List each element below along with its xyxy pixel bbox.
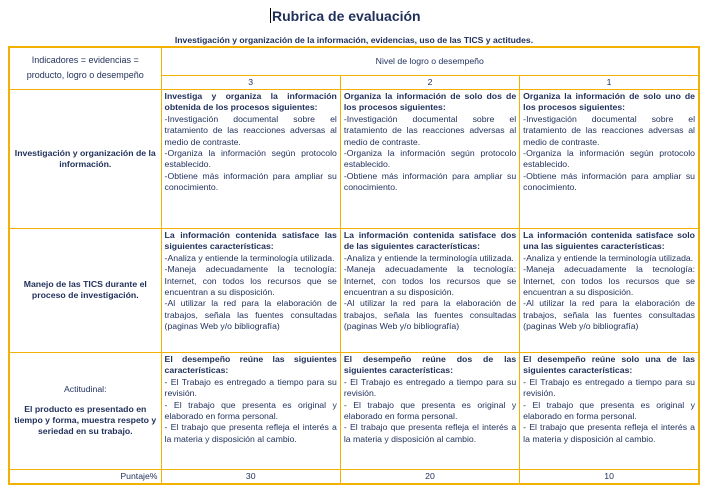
cell-investigacion-1 bbox=[520, 89, 699, 228]
cell-tics-3 bbox=[161, 228, 340, 352]
document-title bbox=[270, 8, 421, 24]
rubric-table bbox=[8, 46, 700, 485]
cell-tics-1 bbox=[520, 228, 699, 352]
cell-item: -Analiza y entiende la terminología utilizada. bbox=[523, 252, 694, 263]
cell-item: - El trabajo que presenta es original y elaborado en forma personal. bbox=[523, 399, 695, 421]
score-level-3: 30 bbox=[161, 469, 340, 484]
level-2-header: 2 bbox=[340, 75, 519, 89]
cell-lead: El desempeño reúne las siguientes características: bbox=[164, 353, 337, 376]
cell-item: -Obtiene más información para ampliar su conocimiento. bbox=[164, 170, 337, 193]
cell-item: -Maneja adecuadamente la tecnología: Internet, con todos los recursos que se encuentran a su disposición. bbox=[164, 264, 337, 297]
indicator-actitudinal bbox=[9, 352, 161, 469]
score-level-1: 10 bbox=[520, 469, 699, 484]
cell-investigacion-2 bbox=[340, 89, 519, 228]
rubric-row-investigacion bbox=[9, 89, 699, 228]
cell-item: - El trabajo que presenta refleja el interés a la materia y disposición al cambio. bbox=[343, 422, 517, 444]
cell-item: - El Trabajo es entregado a tiempo para su revisión. bbox=[523, 376, 695, 399]
cell-item: -Organiza la información según protocolo establecido. bbox=[164, 147, 337, 170]
cell-item: -Al utilizar la red para la elaboración de trabajos, señala las fuentes consultadas (paginas Web y/o bibliografía) bbox=[523, 298, 695, 332]
indicator-investigacion: Investigación y organización de la información. bbox=[9, 89, 161, 228]
indicator-header: Indicadores = evidencias = producto, logro o desempeño bbox=[9, 47, 161, 89]
indicator-actitudinal-text: El producto es presentado en tiempo y forma, muestra respeto y seriedad en su trabajo. bbox=[14, 403, 157, 437]
cell-tics-2 bbox=[340, 228, 519, 352]
cell-investigacion-3 bbox=[161, 89, 340, 228]
cell-item: -Maneja adecuadamente la tecnología: Internet, con todos los recursos que se encuentran a su disposición. bbox=[343, 264, 517, 297]
cell-item: -Maneja adecuadamente la tecnología: Internet, con todos los recursos que se encuentran a su disposición. bbox=[523, 264, 695, 297]
cell-lead: La información contenida satisface las siguientes características: bbox=[164, 229, 337, 252]
score-row bbox=[9, 469, 699, 484]
cell-actitudinal-3 bbox=[161, 352, 340, 469]
cell-item: -Investigación documental sobre el tratamiento de las reacciones adversas al medio de contraste. bbox=[343, 113, 517, 147]
cell-lead: Organiza la información de solo uno de los procesos siguientes: bbox=[523, 90, 695, 113]
cell-lead: La información contenida satisface dos de las siguientes características: bbox=[343, 229, 517, 252]
level-1-header: 1 bbox=[520, 75, 699, 89]
document-title-text: Rubrica de evaluación bbox=[272, 8, 421, 24]
cell-item: -Al utilizar la red para la elaboración de trabajos, señala las fuentes consultadas (paginas Web y/o bibliografía) bbox=[164, 298, 337, 332]
cell-lead: Investiga y organiza la información obtenida de los procesos siguientes: bbox=[164, 90, 337, 113]
cell-lead: La información contenida satisface solo una las siguientes características: bbox=[523, 229, 695, 252]
cell-actitudinal-2 bbox=[340, 352, 519, 469]
cell-item: - El trabajo que presenta es original y elaborado en forma personal. bbox=[164, 399, 337, 421]
cell-item: -Obtiene más información para ampliar su conocimiento. bbox=[523, 170, 695, 193]
cell-lead: El desempeño reúne solo una de las siguientes características: bbox=[523, 353, 695, 376]
cell-item: - El trabajo que presenta es original y elaborado en forma personal. bbox=[343, 399, 517, 421]
document-subtitle: Investigación y organización de la información, evidencias, uso de las TICS y actitudes. bbox=[174, 35, 534, 45]
rubric-row-actitudinal bbox=[9, 352, 699, 469]
level-3-header: 3 bbox=[161, 75, 340, 89]
cell-item: - El trabajo que presenta refleja el interés a la materia y disposición al cambio. bbox=[164, 422, 337, 444]
cell-item: -Al utilizar la red para la elaboración de trabajos, señala las fuentes consultadas (paginas Web y/o bibliografía) bbox=[343, 298, 517, 332]
cell-item: - El Trabajo es entregado a tiempo para su revisión. bbox=[343, 376, 517, 399]
cell-item: - El trabajo que presenta refleja el interés a la materia y disposición al cambio. bbox=[523, 422, 695, 444]
cell-item: -Organiza la información según protocolo establecido. bbox=[343, 147, 517, 170]
level-header: Nivel de logro o desempeño bbox=[161, 47, 699, 75]
rubric-row-tics bbox=[9, 228, 699, 352]
cell-lead: Organiza la información de solo dos de los procesos siguientes: bbox=[343, 90, 517, 113]
text-cursor bbox=[270, 8, 271, 23]
cell-item: -Analiza y entiende la terminología utilizada. bbox=[164, 252, 335, 263]
cell-item: - El Trabajo es entregado a tiempo para su revisión. bbox=[164, 376, 337, 399]
cell-item: -Obtiene más información para ampliar su conocimiento. bbox=[343, 170, 517, 193]
header-row bbox=[9, 47, 699, 75]
score-label: Puntaje% bbox=[9, 469, 161, 484]
indicator-tics: Manejo de las TICS durante el proceso de investigación. bbox=[9, 228, 161, 352]
score-level-2: 20 bbox=[340, 469, 519, 484]
cell-item: -Investigación documental sobre el tratamiento de las reacciones adversas al medio de contraste. bbox=[164, 113, 337, 147]
cell-actitudinal-1 bbox=[520, 352, 699, 469]
cell-item: -Analiza y entiende la terminología utilizada. bbox=[343, 252, 514, 263]
indicator-actitudinal-label: Actitudinal: bbox=[64, 384, 107, 395]
cell-item: -Organiza la información según protocolo establecido. bbox=[523, 147, 695, 170]
cell-lead: El desempeño reúne dos de las siguientes características: bbox=[343, 353, 517, 376]
cell-item: -Investigación documental sobre el tratamiento de las reacciones adversas al medio de contraste. bbox=[523, 113, 695, 147]
